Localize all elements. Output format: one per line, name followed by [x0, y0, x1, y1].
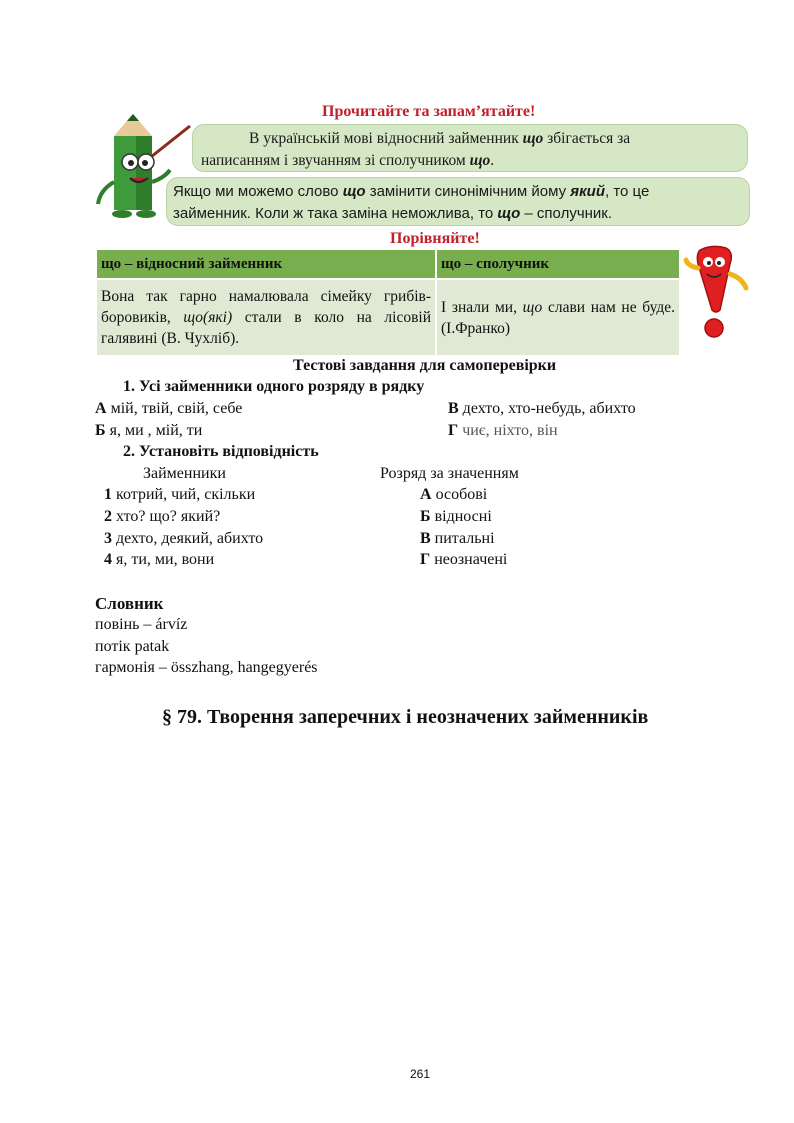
highlighted-word: що: [469, 152, 491, 169]
compare-table-header: [97, 250, 680, 279]
highlighted-word: що: [342, 183, 366, 200]
highlighted-word: що: [497, 205, 521, 222]
rule-definition-box: [192, 124, 748, 172]
q2-left-item: 4 я, ти, ми, вони: [104, 551, 215, 568]
dictionary-title: Словник: [95, 594, 164, 613]
highlighted-word: який: [570, 183, 606, 200]
question-2: 2. Установіть відповідність: [123, 443, 319, 460]
q2-right-header: Розряд за значенням: [380, 465, 519, 482]
q1-option-v: В дехто, хто-небудь, абихто: [448, 400, 636, 417]
dictionary-entry: потік patak: [95, 638, 170, 655]
dictionary-entry: повінь – árvíz: [95, 616, 188, 633]
compare-table-row: [97, 279, 680, 355]
compare-title: Порівняйте!: [390, 230, 480, 247]
compare-col1-example: Вона так гарно намалювала сімейку грибів-боровиків, що(які) стали в коло на лісовій галявині (В. Чухліб).: [97, 279, 436, 355]
dictionary-entry: гармонія – összhang, hangegyerés: [95, 659, 318, 676]
compare-table: [97, 250, 681, 355]
tests-title: Тестові завдання для самоперевірки: [293, 357, 557, 374]
exclamation-mascot-icon: [682, 244, 752, 340]
q2-right-item: Г неозначені: [420, 551, 508, 568]
rule-line-1: В українській мові відносний займенник що збігається за: [249, 130, 631, 147]
question-1: 1. Усі займенники одного розряду в рядку: [123, 378, 425, 395]
compare-col2-example: І знали ми, що слави нам не буде. (І.Франко): [436, 279, 680, 355]
page-number: 261: [410, 1067, 431, 1081]
note-line-1: Якщо ми можемо слово що замінити синонімічним йому який, то це: [173, 183, 650, 200]
q2-left-item: 1 котрий, чий, скільки: [104, 486, 256, 503]
q1-option-g: Г чиє, ніхто, він: [448, 422, 558, 439]
q2-left-header: Займенники: [143, 465, 226, 482]
q1-option-b: Б я, ми , мій, ти: [95, 422, 203, 439]
q2-right-item: Б відносні: [420, 508, 492, 525]
section-heading: § 79. Творення заперечних і неозначених займенників: [162, 706, 649, 728]
highlighted-word: що: [522, 130, 544, 147]
rule-line-2: написанням і звучанням зі сполучником що.: [201, 152, 495, 169]
q1-option-a: А мій, твій, свій, себе: [95, 400, 243, 417]
q2-left-item: 2 хто? що? який?: [104, 508, 221, 525]
q2-left-item: 3 дехто, деякий, абихто: [104, 530, 264, 547]
rule-box-title: Прочитайте та запам’ятайте!: [322, 103, 536, 120]
q2-right-item: В питальні: [420, 530, 495, 547]
q2-right-item: А особові: [420, 486, 488, 503]
compare-col1-header: що – відносний займенник: [97, 250, 436, 279]
compare-col2-header: що – сполучник: [436, 250, 680, 279]
note-line-2: займенник. Коли ж така заміна неможлива, то що – сполучник.: [173, 205, 613, 222]
rule-note-box: [166, 177, 750, 226]
